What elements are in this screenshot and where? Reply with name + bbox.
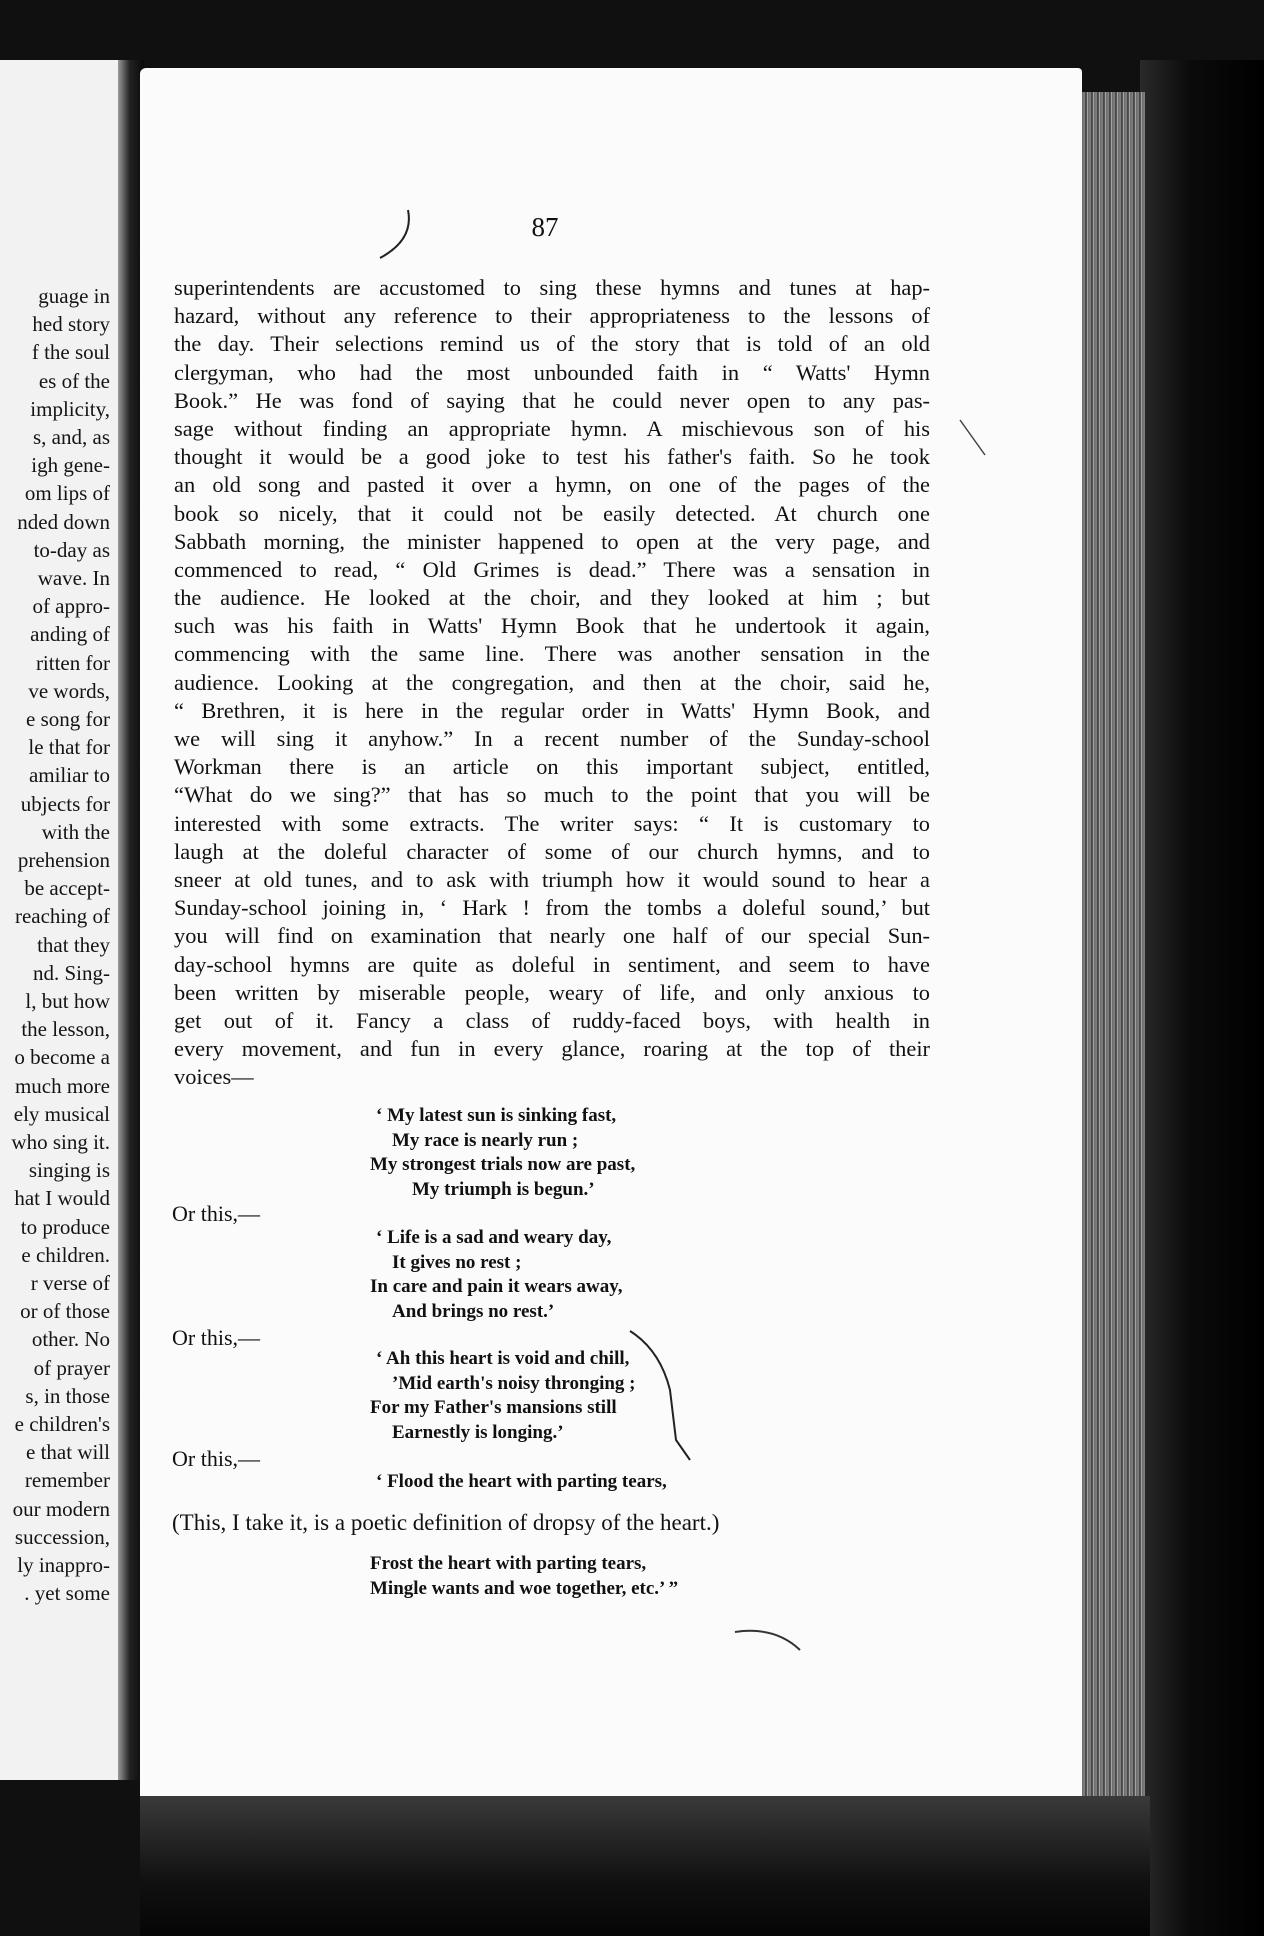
- left-page-line: our modern: [12, 1496, 110, 1521]
- left-page-line: ely musical: [13, 1101, 110, 1126]
- verse-line: It gives no rest ;: [392, 1251, 522, 1273]
- body-line: day-school hymns are quite as doleful in sentiment, and seem to have: [174, 951, 930, 977]
- left-page-line: igh gene-: [31, 453, 110, 478]
- left-page-line: amiliar to: [28, 763, 110, 788]
- left-page-line: much more: [14, 1073, 110, 1098]
- left-page-line: . yet some: [24, 1581, 110, 1606]
- body-line: you will find on examination that nearly one half of our special Sun-: [174, 923, 930, 949]
- left-page-line: or of those: [20, 1299, 110, 1324]
- verse-line: My triumph is begun.’: [412, 1178, 595, 1200]
- left-page-line: ly inappro-: [17, 1553, 110, 1577]
- left-page-line: remember: [24, 1468, 110, 1493]
- left-page-line: f the soul: [31, 340, 110, 365]
- left-page-line: e song for: [26, 707, 110, 731]
- verse-line: My strongest trials now are past,: [370, 1154, 636, 1175]
- verse-line: ‘ My latest sun is sinking fast,: [376, 1105, 617, 1126]
- body-line: voices—: [174, 1064, 254, 1090]
- left-page-line: succession,: [14, 1524, 110, 1549]
- body-line: hazard, without any reference to their appropriateness to the lessons of: [174, 303, 930, 329]
- verse-line: Earnestly is longing.’: [392, 1421, 564, 1443]
- body-line: laugh at the doleful character of some of our church hymns, and to: [174, 838, 930, 864]
- verse-line: Frost the heart with parting tears,: [370, 1553, 647, 1574]
- left-page-line: ubjects for: [20, 791, 110, 816]
- left-page-line: o become a: [14, 1045, 110, 1070]
- or-this-label-1: Or this,—: [172, 1201, 260, 1226]
- left-page-line: ve words,: [28, 678, 110, 703]
- left-page-line: nd. Sing-: [32, 960, 110, 985]
- left-page-line: reaching of: [14, 904, 110, 929]
- pencil-mark-right: [960, 420, 985, 455]
- parenthetical-remark: (This, I take it, is a poetic definition of dropsy of the heart.): [172, 1510, 720, 1535]
- left-page-line: be accept-: [24, 876, 110, 901]
- body-line: we will sing it anyhow.” In a recent number of the Sunday-school: [174, 726, 930, 751]
- body-line: “What do we sing?” that has so much to the point that you will be: [174, 782, 930, 808]
- pencil-mark-top: [380, 210, 409, 258]
- body-line: commenced to read, “ Old Grimes is dead.” There was a sensation in: [174, 556, 930, 582]
- left-page-line: other. No: [31, 1327, 110, 1352]
- body-line: get out of it. Fancy a class of ruddy-faced boys, with health in: [174, 1007, 930, 1033]
- left-page-line: s, and, as: [33, 425, 110, 449]
- verse-line: ’Mid earth's noisy thronging ;: [392, 1372, 636, 1394]
- body-line: “ Brethren, it is here in the regular order in Watts' Hymn Book, and: [174, 697, 930, 723]
- left-page-line: r verse of: [30, 1271, 110, 1295]
- left-page-line: wave. In: [37, 566, 110, 590]
- verse-line: ‘ Life is a sad and weary day,: [376, 1227, 612, 1248]
- left-page-line: hed story: [32, 312, 110, 337]
- body-line: the audience. He looked at the choir, and they looked at him ; but: [174, 585, 930, 611]
- left-page-line: ritten for: [35, 650, 110, 675]
- body-line: superintendents are accustomed to sing these hymns and tunes at hap-: [174, 275, 930, 300]
- verse-line: And brings no rest.’: [392, 1300, 555, 1322]
- verse-line: ‘ Flood the heart with parting tears,: [376, 1471, 667, 1492]
- left-page-line: implicity,: [30, 396, 110, 421]
- body-line: Sabbath morning, the minister happened to open at the very page, and: [174, 528, 930, 554]
- left-page-line: om lips of: [24, 481, 110, 506]
- left-page-line: of appro-: [32, 594, 110, 619]
- left-page-line: es of the: [38, 368, 110, 393]
- left-page-line: with the: [41, 819, 110, 844]
- body-line: Sunday-school joining in, ‘ Hark ! from the tombs a doleful sound,’ but: [174, 895, 930, 921]
- left-page-line: le that for: [28, 735, 110, 760]
- body-line: been written by miserable people, weary of life, and only anxious to: [174, 979, 930, 1005]
- left-page-line: singing is: [28, 1158, 110, 1183]
- pencil-mark-bottom: [735, 1631, 800, 1650]
- body-line: commencing with the same line. There was another sensation in the: [174, 641, 930, 667]
- or-this-label-3: Or this,—: [172, 1446, 260, 1471]
- left-page-line: s, in those: [25, 1383, 110, 1408]
- left-page-line: guage in: [38, 284, 110, 308]
- left-page-line: who sing it.: [11, 1130, 110, 1154]
- pencil-mark-margin: [630, 1331, 690, 1460]
- body-line: such was his faith in Watts' Hymn Book that he undertook it again,: [174, 613, 930, 639]
- body-line: book so nicely, that it could not be easily detected. At church one: [174, 500, 930, 526]
- left-page-line: e children's: [14, 1412, 110, 1436]
- left-page-line: that they: [37, 932, 110, 957]
- left-page-line: e that will: [26, 1440, 110, 1465]
- verse-line: My race is nearly run ;: [392, 1129, 579, 1151]
- body-line: audience. Looking at the congregation, and then at the choir, said he,: [174, 669, 930, 695]
- verse-line: ‘ Ah this heart is void and chill,: [376, 1348, 630, 1369]
- or-this-label-2: Or this,—: [172, 1325, 260, 1350]
- left-page-line: to produce: [20, 1214, 110, 1239]
- page-number: 87: [531, 212, 559, 242]
- verse-line: In care and pain it wears away,: [370, 1276, 623, 1297]
- body-line: sneer at old tunes, and to ask with triumph how it would sound to hear a: [174, 866, 930, 892]
- verse-line: For my Father's mansions still: [370, 1397, 617, 1418]
- body-line: every movement, and fun in every glance, roaring at the top of their: [174, 1036, 930, 1062]
- left-page-line: hat I would: [14, 1186, 110, 1211]
- body-line: Book.” He was fond of saying that he could never open to any pas-: [174, 387, 930, 413]
- left-page-line: e children.: [21, 1242, 110, 1267]
- body-line: Workman there is an article on this important subject, entitled,: [174, 754, 930, 780]
- left-page-line: nded down: [17, 509, 110, 534]
- left-page-line: to-day as: [33, 537, 110, 562]
- left-page-line: prehension: [17, 848, 110, 872]
- left-page-line: the lesson,: [21, 1017, 110, 1042]
- left-page-line: of prayer: [33, 1355, 110, 1380]
- body-line: thought it would be a good joke to test his father's faith. So he took: [174, 444, 930, 470]
- verse-line: Mingle wants and woe together, etc.’ ”: [370, 1577, 679, 1599]
- left-page-line: anding of: [30, 622, 110, 647]
- body-line: sage without finding an appropriate hymn. A mischievous son of his: [174, 415, 930, 441]
- body-line: interested with some extracts. The writer says: “ It is customary to: [174, 810, 930, 836]
- body-line: clergyman, who had the most unbounded faith in “ Watts' Hymn: [174, 359, 930, 385]
- body-line: the day. Their selections remind us of the story that is told of an old: [174, 331, 930, 357]
- body-line: an old song and pasted it over a hymn, on one of the pages of the: [174, 472, 930, 498]
- left-page-line: l, but how: [25, 989, 110, 1013]
